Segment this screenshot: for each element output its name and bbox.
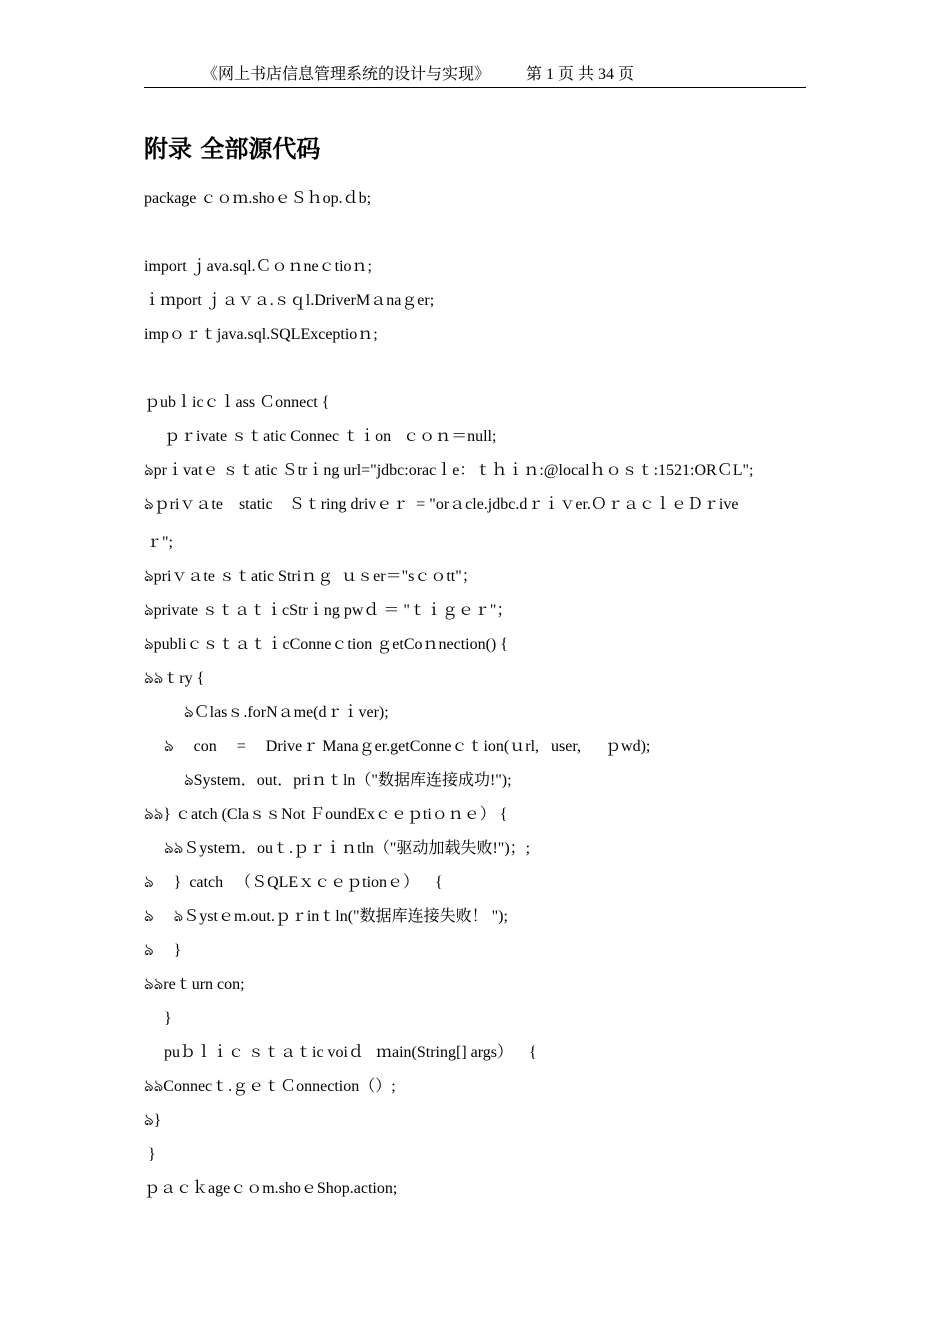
code-line: ঌঌ} ｃatch (ClaｓｓNot ＦoundExｃｅｐtiｏｎｅ） {: [144, 806, 508, 823]
code-line: ঌSystem．out．priｎｔln（"数据库连接成功!");: [144, 772, 512, 789]
code-line: ঌঌConnecｔ.ｇｅｔＣonnection（）;: [144, 1078, 396, 1095]
code-line: ঌ ঌＳystｅm.out.ｐｒinｔln("数据库连接失败！ ");: [144, 908, 508, 925]
code-line: ঌঌreｔurn con;: [144, 976, 245, 993]
code-line: ঌprivate ｓｔａｔｉcStrｉng pwｄ ＝ "ｔｉｇｅｒ"；: [144, 602, 513, 619]
document-title: 《网上书店信息管理系统的设计与实现》: [202, 66, 491, 83]
code-line: ঌｐriｖａte static Ｓｔring drivｅｒ = "orａcle.jdbc.dｒｉｖer.ＯｒａｃｌｅＤｒive: [144, 496, 739, 513]
code-line: impｏｒｔjava.sql.SQLExceptioｎ;: [144, 326, 378, 343]
code-line: ｒ";: [146, 534, 173, 551]
code-line: ঌঌＳysteｍ．ouｔ.ｐｒｉｎtln（"驱动加载失败!")；;: [144, 840, 531, 857]
code-line: ঌprｉvatｅ ｓｔatic Ｓtrｉng url="jdbc:oracｌe：ｔｈｉｎ:@localｈｏｓｔ:1521:ORＣL";: [144, 462, 754, 479]
code-line: ঌＣlasｓ.forNａme(dｒｉver);: [144, 704, 389, 721]
code-line: ঌঌｔry {: [144, 670, 205, 687]
code-line: package ｃｏｍ.shoｅＳｈop.ｄb;: [144, 190, 372, 207]
code-line: ঌ } catch （ＳQLEｘｃｅｐtionｅ） {: [144, 874, 443, 891]
appendix-title: 附录 全部源代码: [144, 135, 321, 163]
code-line: ঌ con = Driveｒ Manaｇer.getConneｃｔion(ｕrl, user, ｐwd);: [144, 738, 651, 755]
code-line: ঌ}: [144, 1112, 162, 1129]
code-line: import ｊava.sql.Ｃｏｎneｃtioｎ;: [144, 258, 372, 275]
code-line: }: [144, 1010, 172, 1027]
code-line: ｐubｌicｃｌass Ｃonnect {: [144, 394, 330, 411]
code-line: ｐｒivate ｓｔatic Connec ｔｉon ｃｏｎ＝null;: [144, 428, 497, 445]
code-line: puｂｌｉｃ ｓｔａｔic voiｄ ｍain(String[] args） {: [144, 1044, 537, 1061]
code-line: ঌpriｖａte ｓｔatic Striｎｇ ｕｓer＝"sｃｏtt"；: [144, 568, 478, 585]
page-header: [144, 64, 806, 88]
code-line: }: [144, 1146, 156, 1163]
page-number: 第 1 页 共 34 页: [526, 66, 635, 83]
code-line: ｐａｃｋageｃｏm.shoｅShop.action;: [144, 1180, 398, 1197]
code-line: ｉｍport ｊａｖａ.ｓｑl.DriverMａnaｇer;: [144, 292, 435, 309]
code-line: ঌpubliｃｓｔａｔｉcConneｃtion ｇetCoｎnection() {: [144, 636, 508, 653]
code-line: ঌ }: [144, 942, 182, 959]
